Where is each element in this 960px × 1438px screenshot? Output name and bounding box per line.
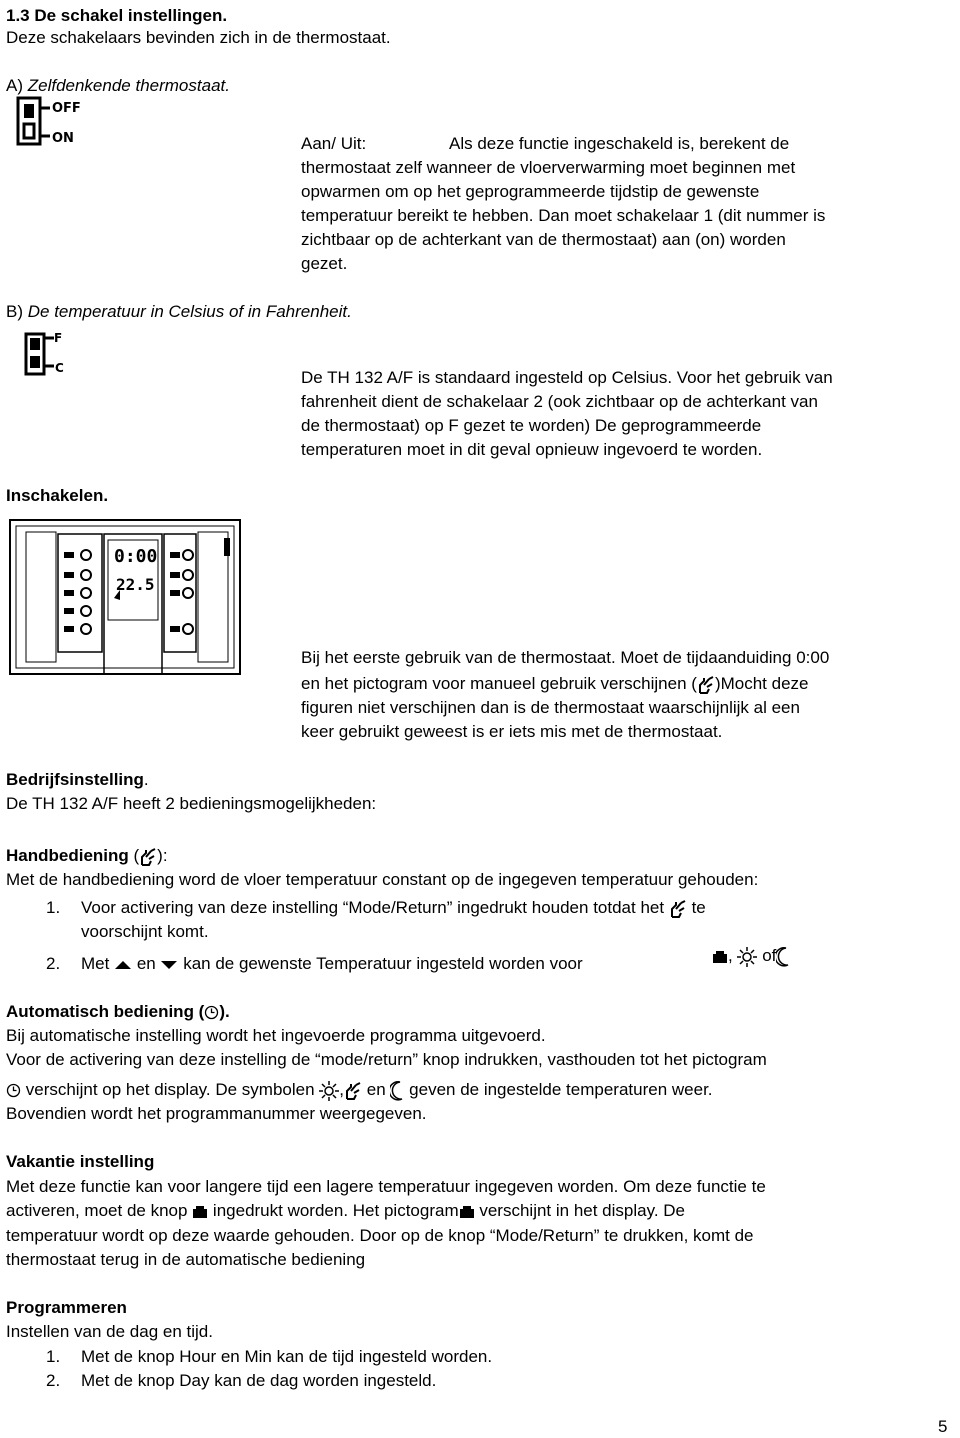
hand-icon <box>139 847 157 867</box>
vakantie-line: activeren, moet de knop ingedrukt worden. Het pictogram verschijnt in het display. De <box>6 1201 686 1220</box>
auto-line: Bij automatische instelling wordt het ingevoerde programma uitgevoerd. <box>6 1026 546 1045</box>
bedrijf-title: Bedrijfsinstelling. <box>6 770 149 789</box>
hand-item-number: 1. <box>46 898 61 917</box>
section-a-label: Aan/ Uit: <box>301 134 367 153</box>
hand-item: Voor activering van deze instelling “Mode/Return” ingedrukt houden totdat het te <box>81 898 706 917</box>
section-a-title: A) Zelfdenkende thermostaat. <box>6 76 230 95</box>
section-b-title-full: B) De temperatuur in Celsius of in Fahrenheit. <box>6 302 352 321</box>
arrow-up-icon <box>114 959 132 971</box>
section-b-line: temperaturen moet in dit geval opnieuw ingevoerd te worden. <box>301 440 763 459</box>
auto-line: verschijnt op het display. De symbolen , en geven de ingestelde temperaturen weer. <box>6 1078 713 1101</box>
svg-text:C: C <box>55 361 64 375</box>
svg-text:OFF: OFF <box>52 101 81 116</box>
bedrijf-line: De TH 132 A/F heeft 2 bedieningsmogelijkheden: <box>6 794 377 813</box>
vakantie-line: temperatuur wordt op deze waarde gehouden. Door op de knop “Mode/Return” te drukken, komt de <box>6 1226 754 1245</box>
clock-icon <box>6 1083 21 1098</box>
programmeren-item: Met de knop Hour en Min kan de tijd ingesteld worden. <box>81 1347 493 1366</box>
inschakelen-line-part: en het pictogram voor manueel gebruik verschijnen ( <box>301 674 697 693</box>
inschakelen-line: keer gebruikt geweest is er iets mis met de thermostaat. <box>301 722 723 741</box>
hand-item: voorschijnt komt. <box>81 922 209 941</box>
inschakelen-line: Bij het eerste gebruik van de thermostaat. Moet de tijdaanduiding 0:00 <box>301 648 830 667</box>
sun-icon <box>319 1081 339 1101</box>
section-a-line: opwarmen om op het geprogrammeerde tijdstip de gewenste <box>301 182 760 201</box>
inschakelen-line <box>301 672 808 695</box>
vakantie-line: thermostaat terug in de automatische bediening <box>6 1250 366 1269</box>
inschakelen-title: Inschakelen. <box>6 486 109 505</box>
section-a-line: Als deze functie ingeschakeld is, berekent de <box>449 134 790 153</box>
auto-line: Voor de activering van deze instelling de “mode/return” knop indrukken, vasthouden tot het pictogram <box>6 1050 767 1069</box>
programmeren-item-number: 1. <box>46 1347 61 1366</box>
programmeren-item: Met de knop Day kan de dag worden ingesteld. <box>81 1371 437 1390</box>
moon-icon <box>776 947 790 967</box>
section-a-line: thermostaat zelf wanneer de vloerverwarming moet beginnen met <box>301 158 796 177</box>
vakantie-line: Met deze functie kan voor langere tijd een lagere temperatuur ingegeven worden. Om deze functie te <box>6 1177 766 1196</box>
house-icon <box>192 1205 208 1219</box>
programmeren-line: Instellen van de dag en tijd. <box>6 1322 213 1341</box>
dip-switch-on-off-icon <box>16 96 86 148</box>
auto-line: Bovendien wordt het programmanummer weergegeven. <box>6 1104 427 1123</box>
thermostat-diagram <box>6 516 244 682</box>
house-icon <box>712 950 728 964</box>
svg-text:ON: ON <box>52 131 74 146</box>
moon-icon <box>390 1081 404 1101</box>
section-b-line: De TH 132 A/F is standaard ingesteld op Celsius. Voor het gebruik van <box>301 368 833 387</box>
clock-icon <box>204 1005 219 1020</box>
hand-icon <box>669 899 687 919</box>
svg-text:0:00: 0:00 <box>114 546 158 567</box>
hand-icon <box>697 675 715 695</box>
dip-switch-f-c-icon <box>24 330 74 380</box>
inschakelen-line-part: )Mocht deze <box>714 674 809 693</box>
svg-text:22.5: 22.5 <box>116 575 155 594</box>
hand-icon <box>344 1081 362 1101</box>
section-b-line: de thermostaat) op F gezet te worden) De geprogrammeerde <box>301 416 762 435</box>
inschakelen-line: figuren niet verschijnen dan is de thermostaat waarschijnlijk al een <box>301 698 800 717</box>
comfort-icons: , of <box>712 944 790 967</box>
programmeren-title: Programmeren <box>6 1298 127 1317</box>
arrow-down-icon <box>160 959 178 971</box>
sun-icon <box>737 947 757 967</box>
section-intro: Deze schakelaars bevinden zich in de thermostaat. <box>6 28 391 47</box>
hand-item-number: 2. <box>46 954 61 973</box>
page-number: 5 <box>938 1417 948 1436</box>
section-a-line: gezet. <box>301 254 348 273</box>
section-a-line: zichtbaar op de achterkant van de thermostaat) aan (on) worden <box>301 230 786 249</box>
section-heading: 1.3 De schakel instellingen. <box>6 6 228 25</box>
vakantie-title: Vakantie instelling <box>6 1152 155 1171</box>
section-a-line: temperatuur bereikt te hebben. Dan moet schakelaar 1 (dit nummer is <box>301 206 826 225</box>
hand-line: Met de handbediening word de vloer temperatuur constant op de ingegeven temperatuur gehouden: <box>6 870 759 889</box>
svg-text:F: F <box>54 331 63 345</box>
hand-title: Handbediening ( ): <box>6 846 168 865</box>
auto-title: Automatisch bediening ( ). <box>6 1002 230 1021</box>
hand-item: Met en kan de gewenste Temperatuur ingesteld worden voor <box>81 954 583 973</box>
programmeren-item-number: 2. <box>46 1371 61 1390</box>
section-b-line: fahrenheit dient de schakelaar 2 (ook zichtbaar op de achterkant van <box>301 392 818 411</box>
house-icon <box>459 1205 475 1219</box>
